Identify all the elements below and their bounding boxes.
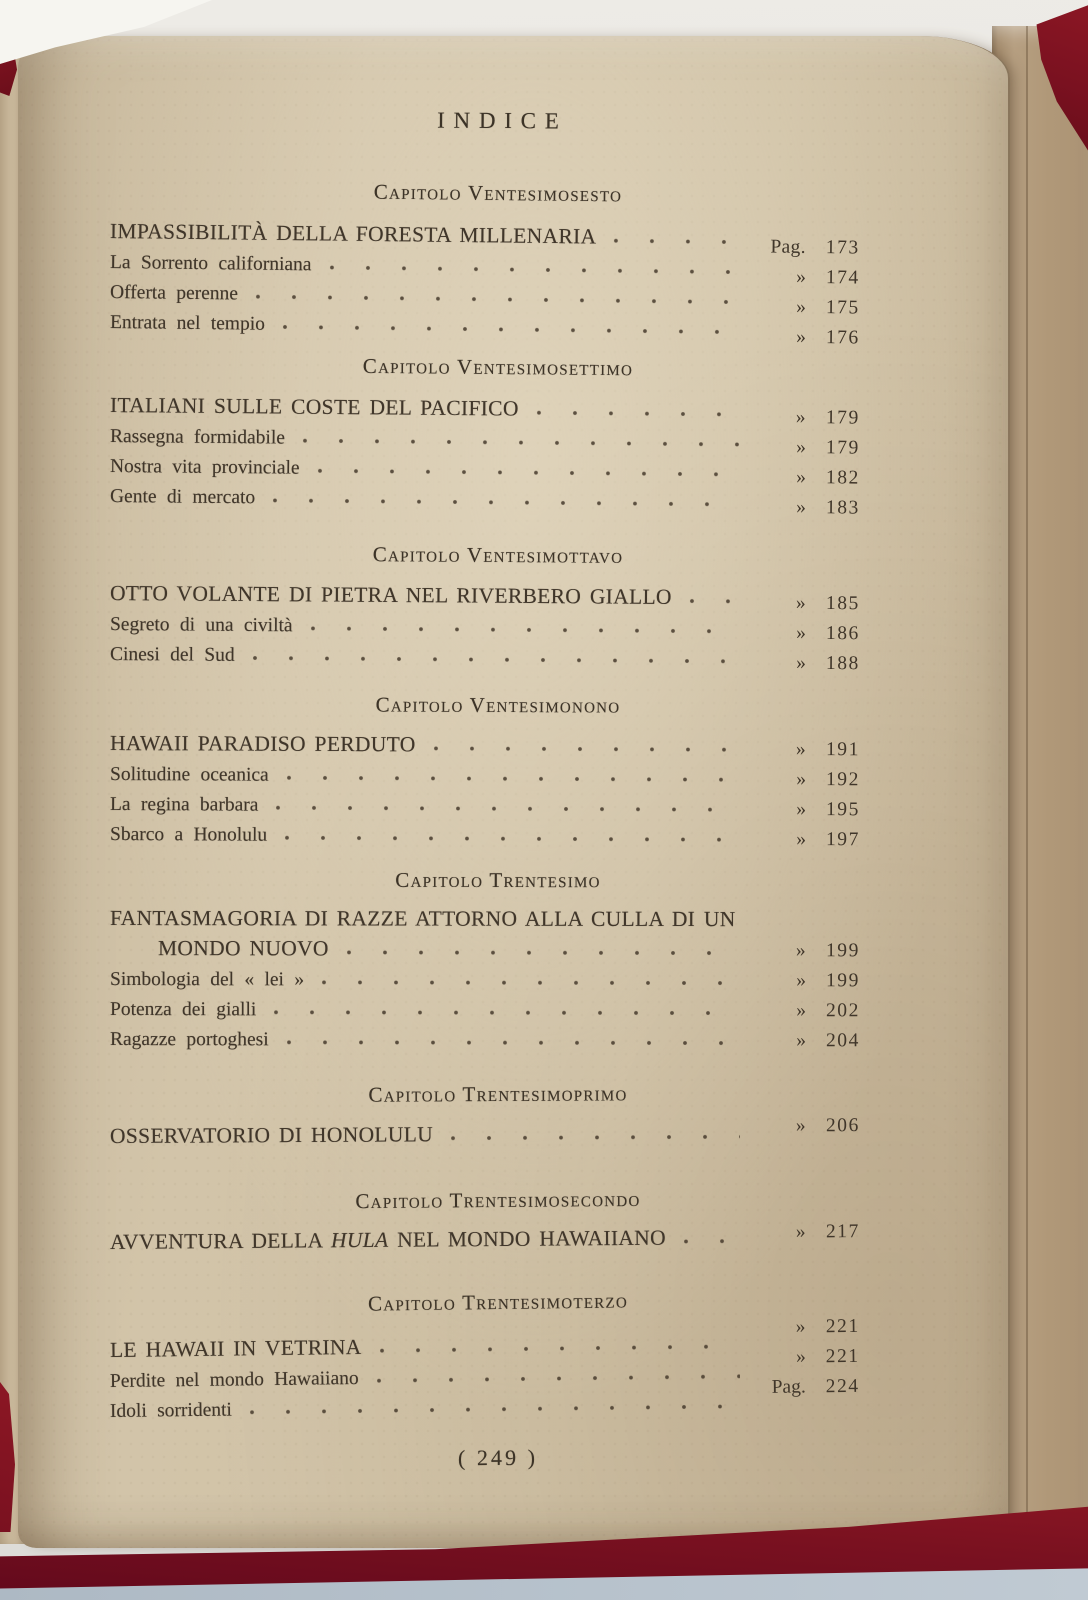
page-ref <box>754 765 886 796</box>
toc-row <box>110 820 886 853</box>
dot-leader <box>323 264 740 275</box>
dot-leader <box>250 294 740 306</box>
dot-leader <box>277 324 740 335</box>
toc-row <box>110 578 886 615</box>
page-label: » <box>796 828 807 851</box>
page-ref <box>754 825 886 856</box>
toc-entry-text: AVVENTURA DELLA HULA NEL MONDO HAWAIIANO <box>109 1225 667 1254</box>
page-ref <box>754 966 886 996</box>
page-number: 182 <box>825 467 860 489</box>
dot-leader <box>684 598 740 604</box>
page-label: » <box>795 406 807 429</box>
page-footer-number: ( 249 ) <box>457 1444 539 1471</box>
toc-row <box>110 1025 886 1056</box>
dot-leader <box>312 468 740 478</box>
page-number: 175 <box>825 297 860 319</box>
toc-entry-text: Sbarco a Honolulu <box>109 824 268 846</box>
page-title: INDICE <box>437 107 568 134</box>
toc-row <box>110 760 886 793</box>
page-label: » <box>796 326 807 348</box>
dot-leader <box>268 1009 740 1016</box>
chapter-heading: Capitolo Ventesimottavo <box>372 542 624 568</box>
page-number: 221 <box>825 1345 860 1368</box>
toc-entry-text: MONDO NUOVO <box>157 936 329 961</box>
toc-row <box>110 728 886 763</box>
page-number: 199 <box>825 970 860 992</box>
page-number: 173 <box>825 237 860 259</box>
page-label: » <box>795 1346 806 1368</box>
toc-row <box>110 482 886 519</box>
page-label: » <box>796 266 807 288</box>
page-number: 197 <box>825 829 860 851</box>
toc-entry-text: Gente di mercato <box>109 486 256 509</box>
page-number: 188 <box>825 652 860 675</box>
dot-leader <box>281 775 740 783</box>
toc-entry-text: Simbologia del « lei » <box>109 969 305 991</box>
toc-row <box>110 995 886 1026</box>
page-ref <box>754 1026 886 1056</box>
toc-entry-text: Solitudine oceanica <box>109 764 269 786</box>
chapter-heading: Capitolo Trentesimo <box>395 867 601 893</box>
chapter-section <box>110 1079 886 1153</box>
page-label: » <box>796 296 807 318</box>
dot-leader <box>371 1373 740 1384</box>
chapter-heading: Capitolo Trentesimoterzo <box>367 1288 629 1316</box>
toc-row <box>110 965 886 996</box>
page-content <box>110 66 886 1508</box>
dot-leader <box>297 438 740 448</box>
page-label: » <box>795 1316 806 1338</box>
dot-leader <box>281 1039 740 1046</box>
chapter-heading: Capitolo Ventesimonono <box>375 692 621 718</box>
page-number: 174 <box>825 267 860 289</box>
page-label: » <box>796 466 807 489</box>
page-label: » <box>795 738 807 761</box>
dot-leader <box>374 1343 740 1353</box>
dot-leader <box>531 410 740 418</box>
toc-entry-text: Nostra vita provinciale <box>109 456 300 479</box>
toc-entry-text: Segreto di una civiltà <box>109 614 293 637</box>
dot-leader <box>445 1134 740 1142</box>
page-number: 204 <box>825 1030 860 1052</box>
toc-entry-text: Offerta perenne <box>109 282 239 305</box>
page-number: 202 <box>825 1000 860 1022</box>
dot-leader <box>270 805 740 813</box>
page-ref <box>754 648 886 679</box>
dot-leader <box>608 238 740 245</box>
toc-entry-text: Ragazze portoghesi <box>109 1029 269 1051</box>
page-number: 206 <box>825 1115 860 1137</box>
page-label: » <box>795 1115 807 1137</box>
page-label: » <box>796 652 807 674</box>
chapter-section <box>109 178 886 349</box>
page-label: » <box>795 1221 807 1243</box>
page-number: 176 <box>825 327 860 349</box>
page-label: » <box>796 436 807 459</box>
toc-entry-text: OTTO VOLANTE DI PIETRA NEL RIVERBERO GIALLO <box>109 581 672 609</box>
page-label: » <box>796 1000 807 1022</box>
page-ref <box>754 493 886 524</box>
chapter-section <box>109 352 886 519</box>
dot-leader <box>279 835 740 843</box>
page-label: » <box>796 1030 807 1052</box>
chapter-section <box>110 1287 886 1427</box>
toc-entry-text: Idoli sorridenti <box>109 1399 233 1422</box>
dot-leader <box>267 497 740 507</box>
toc-entry-text: HAWAII PARADISO PERDUTO <box>109 731 416 757</box>
chapter-heading: Capitolo Ventesimosettimo <box>362 353 634 381</box>
page-ref <box>754 1111 886 1142</box>
chapter-section <box>110 865 886 1055</box>
page-number: 183 <box>825 497 860 519</box>
dot-leader <box>247 655 740 664</box>
chapter-section <box>110 690 886 850</box>
toc-entry-text: LE HAWAII IN VETRINA <box>109 1334 362 1362</box>
toc-entry-text: ITALIANI SULLE COSTE DEL PACIFICO <box>109 393 519 421</box>
book-page <box>18 36 1010 1548</box>
page-ref <box>754 1372 886 1404</box>
chapter-heading: Capitolo Ventesimosesto <box>373 179 623 207</box>
chapter-heading: Capitolo Trentesimoprimo <box>368 1081 628 1107</box>
page-ref <box>754 322 886 353</box>
dot-leader <box>341 949 740 956</box>
page-number: 195 <box>825 799 860 821</box>
toc-row <box>110 1221 886 1259</box>
page-ref <box>754 1342 886 1374</box>
chapter-heading: Capitolo Trentesimosecondo <box>355 1186 641 1214</box>
page-number: 217 <box>825 1221 860 1243</box>
page-number: 224 <box>825 1375 860 1398</box>
toc-entry-text: Perdite nel mondo Hawaiiano <box>109 1367 359 1392</box>
page-ref <box>754 1312 886 1344</box>
toc-entry-text: La Sorrento californiana <box>109 252 312 276</box>
page-ref <box>754 996 886 1026</box>
page-ref <box>754 735 886 766</box>
toc-entry-text: La regina barbara <box>109 794 259 816</box>
page-number: 199 <box>825 940 860 962</box>
page-number: 185 <box>825 592 860 615</box>
page-label: » <box>795 940 807 962</box>
chapter-section <box>110 1185 886 1259</box>
dot-leader <box>244 1403 740 1415</box>
page-number: 179 <box>825 437 860 459</box>
page-label: » <box>796 768 807 791</box>
toc-row <box>110 933 886 966</box>
toc-entry-text: Cinesi del Sud <box>109 644 235 666</box>
chapter-section <box>109 540 886 675</box>
toc-entry-text: Entrata nel tempio <box>109 312 266 335</box>
page-number: 192 <box>825 769 860 791</box>
page-ref <box>754 1217 886 1248</box>
dot-leader <box>678 1238 740 1244</box>
page-number: 186 <box>825 622 860 645</box>
toc-row <box>110 790 886 823</box>
toc-entry-text: Rassegna formidabile <box>109 426 286 449</box>
toc-row <box>110 640 886 675</box>
dot-leader <box>428 745 740 752</box>
toc-row <box>110 1117 886 1153</box>
toc-entry-text: Potenza dei gialli <box>109 999 257 1021</box>
page-label: » <box>796 622 807 644</box>
toc-entry-text: IMPASSIBILITÀ DELLA FORESTA MILLENARIA <box>109 219 597 249</box>
toc-entry-text: FANTASMAGORIA DI RAZZE ATTORNO ALLA CULLA DI UN <box>109 906 736 932</box>
toc-entry-text: OSSERVATORIO DI HONOLULU <box>109 1122 434 1148</box>
page-ref <box>754 795 886 826</box>
page-label: » <box>795 592 807 614</box>
page-label: » <box>796 798 807 821</box>
page-label: » <box>796 970 807 992</box>
dot-leader <box>316 979 740 986</box>
page-label: » <box>796 496 807 519</box>
page-label: Pag. <box>770 236 806 258</box>
dot-leader <box>305 625 740 634</box>
page-number: 221 <box>825 1315 860 1338</box>
toc-row <box>110 903 886 934</box>
page-label: Pag. <box>771 1376 806 1398</box>
toc-sections <box>110 178 886 1427</box>
page-number: 191 <box>825 739 860 761</box>
page-number: 179 <box>825 407 860 429</box>
page-ref <box>754 936 886 966</box>
